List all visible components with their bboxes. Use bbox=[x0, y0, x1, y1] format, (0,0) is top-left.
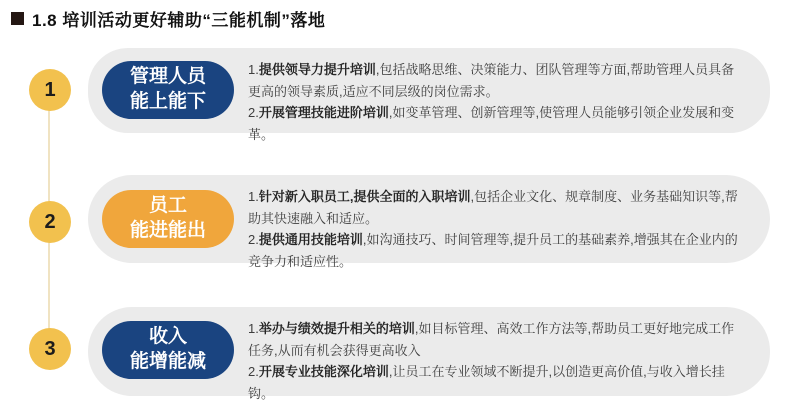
list-item bbox=[248, 318, 742, 361]
page-title bbox=[11, 6, 325, 31]
item-text: ,包括战略思维、决策能力、团队管理等方面,帮助管理人员具备更高的领导素质,适应不同层级的岗位需求。 bbox=[248, 62, 735, 99]
item-bold-text: 提供通用技能培训 bbox=[258, 232, 363, 247]
item-bold-text: 开展专业技能深化培训 bbox=[258, 364, 389, 379]
item-bold-text: 针对新入职员工,提供全面的入职培训 bbox=[258, 189, 471, 204]
item-bold-text: 举办与绩效提升相关的培训 bbox=[258, 321, 415, 336]
item-text: ,包括企业文化、规章制度、业务基础知识等,帮助其快速融入和适应。 bbox=[248, 189, 738, 226]
list-item bbox=[248, 59, 742, 102]
step-number-circle bbox=[29, 328, 71, 370]
step-number-circle bbox=[29, 201, 71, 243]
item-number: 2. bbox=[248, 232, 259, 247]
item-bold-text: 提供领导力提升培训 bbox=[258, 62, 376, 77]
step-number: 3 bbox=[44, 337, 56, 360]
title-bullet-square-icon bbox=[11, 12, 24, 25]
page-title-text: 1.8 培训活动更好辅助“三能机制”落地 bbox=[32, 11, 326, 30]
pill-label-line2: 能进能出 bbox=[129, 220, 206, 241]
category-pill-managers bbox=[102, 61, 234, 119]
item-number: 2. bbox=[248, 105, 259, 120]
list-item bbox=[248, 102, 742, 145]
item-bold-text: 开展管理技能进阶培训 bbox=[258, 105, 389, 120]
pill-label-line2: 能上能下 bbox=[129, 91, 206, 112]
list-item bbox=[248, 229, 742, 272]
list-item bbox=[248, 186, 742, 229]
item-number: 1. bbox=[248, 189, 259, 204]
item-text: ,让员工在专业领域不断提升,以创造更高价值,与收入增长挂钩。 bbox=[248, 364, 725, 401]
pill-label-line1: 收入 bbox=[148, 326, 187, 348]
item-number: 2. bbox=[248, 364, 259, 379]
step-number: 1 bbox=[44, 78, 56, 101]
pill-label-line2: 能增能减 bbox=[129, 351, 206, 372]
item-text: ,如沟通技巧、时间管理等,提升员工的基础素养,增强其在企业内的竞争力和适应性。 bbox=[248, 232, 738, 269]
item-text: ,如目标管理、高效工作方法等,帮助员工更好地完成工作任务,从而有机会获得更高收入 bbox=[248, 321, 735, 358]
pill-label-line1: 员工 bbox=[148, 195, 187, 217]
pill-label-line1: 管理人员 bbox=[129, 66, 206, 88]
list-item bbox=[248, 361, 742, 404]
category-pill-income bbox=[102, 321, 234, 379]
step-number-circle bbox=[29, 69, 71, 111]
step-number: 2 bbox=[44, 210, 56, 233]
item-number: 1. bbox=[248, 62, 259, 77]
category-pill-employees bbox=[102, 190, 234, 248]
item-number: 1. bbox=[248, 321, 259, 336]
item-text: ,如变革管理、创新管理等,使管理人员能够引领企业发展和变革。 bbox=[248, 105, 735, 142]
